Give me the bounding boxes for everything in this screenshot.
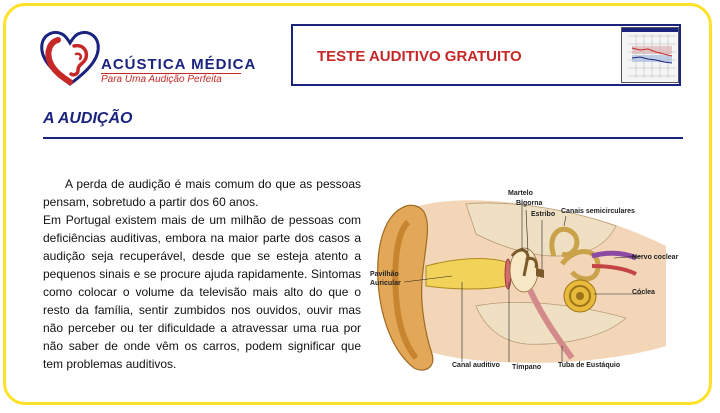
label-incus: Bigorna xyxy=(516,200,543,207)
free-hearing-test-banner[interactable] xyxy=(291,24,681,86)
audiogram-thumbnail-icon xyxy=(621,27,679,83)
section-title: A AUDIÇÃO xyxy=(43,110,133,127)
title-divider xyxy=(43,137,683,139)
free-hearing-test-label: TESTE AUDITIVO GRATUITO xyxy=(317,48,522,65)
ear-anatomy-diagram xyxy=(366,186,684,376)
label-eustachian-tube: Tuba de Eustáquio xyxy=(558,362,621,369)
label-semicircular-canals: Canais semicirculares xyxy=(561,208,635,215)
label-ear-canal: Canal auditivo xyxy=(452,362,500,369)
ear-cross-section-illustration xyxy=(366,186,684,376)
label-cochlea: Cóclea xyxy=(632,289,655,296)
brand-tagline: Para Uma Audição Perfeita xyxy=(101,73,241,85)
heart-ear-logo-icon xyxy=(38,26,102,88)
label-malleus: Martelo xyxy=(508,190,533,197)
label-eardrum: Tímpano xyxy=(512,364,542,371)
brand-logo[interactable] xyxy=(38,26,257,88)
label-cochlear-nerve: Nervo coclear xyxy=(632,254,679,261)
article-paragraph: Em Portugal existem mais de um milhão de pessoas com deficiências auditivas, embora na maior parte dos casos a audição seja recuperável, desde que se esteja atento a pequenos sinais e se procure ajuda rapidamente. Sintomas como colocar o volume da televisão mais alto do que o resto da família, sentir zumbidos nos ouvidos, ouvir mas não perceber ou ter dificuldade a atravessar uma rua por não saber de onde vêm os carros, podem significar que tem problemas auditivos. xyxy=(43,213,361,371)
label-stapes: Estribo xyxy=(531,211,556,218)
brand-name: ACÚSTICA MÉDICA xyxy=(101,56,257,73)
label-pinna: Pavilhão Auricular xyxy=(370,271,401,287)
article-text xyxy=(43,175,361,373)
article-paragraph: A perda de audição é mais comum do que as pessoas pensam, sobretudo a partir dos 60 anos. xyxy=(43,177,361,209)
